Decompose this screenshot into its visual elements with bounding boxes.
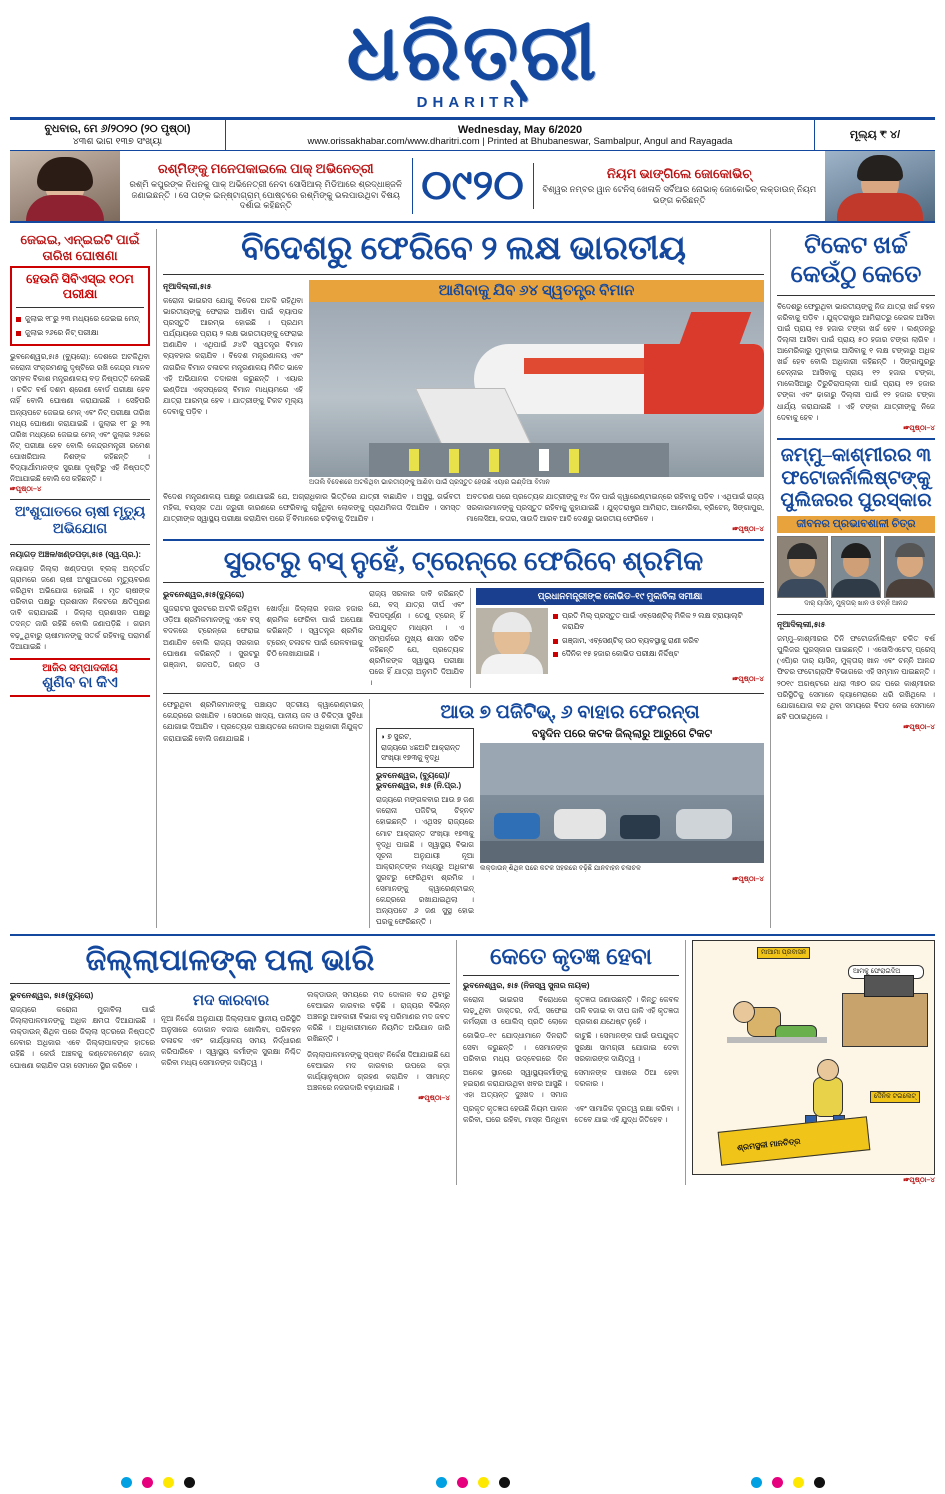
editorial-title[interactable]: ଶୁଣିବ ବା କିଏ xyxy=(42,674,118,691)
modi-bullets xyxy=(553,608,764,674)
portrait-channi-anand xyxy=(884,536,935,598)
reg-dot-magenta xyxy=(772,1477,783,1488)
portrait-dar-yasin xyxy=(777,536,828,598)
infobar-mid xyxy=(225,120,815,150)
masthead-logo-latin: DHARITRI xyxy=(416,94,529,111)
positive-photo-title: ବହୁଦିନ ପରେ କଟକ ଜିଲ୍ଲାରୁ ଆରୁଗେ ଟିକଟ xyxy=(531,727,713,740)
list-item: ଜୁଲାଇ ୧୮ରୁ ୨୩ ମଧ୍ୟରେ ଜେଇଇ ମେନ୍ xyxy=(16,313,144,324)
banner-left-text: ରଶ୍ମି କପୁରଙ୍କ ନିଧନକୁ ପାକ୍ ଅଭିନେତ୍ରୀ ନେବା ସୋସିଆଲ୍ ମିଡିଆରେ ଶ୍ରଦ୍ଧାଞ୍ଜଳି ଜଣାଇଛନ୍ତି । ସେ ତାଙ୍କ ଇନ୍‌ଷ୍ଟାଗ୍ରାମ୍ ପୋଷ୍ଟରେ ରଶ୍ମିଙ୍କୁ ଭଲପାଉଥିବା ବିଷୟ ଦର୍ଶାଇ କହିଛନ୍ତି xyxy=(129,179,403,211)
positive-photo-caption: ଲକ୍‌ଡାଉନ୍ ଶିଥିଳ ପରେ କଟକ ସହରରେ ବଢ଼ିଛି ଯାନବାହନ ଚଳାଚଳ xyxy=(480,864,641,872)
positive-photo xyxy=(480,743,764,863)
bottom-left-subhead: ମଦ କାରବାର xyxy=(192,993,270,1009)
stat-line-1: ◗ ୭ ସୁରଟ, xyxy=(381,731,412,741)
right-top-headline: ଟିକେଟ ଖର୍ଚ୍ଚ କେଉଁଠୁ କେତେ xyxy=(790,233,922,288)
cartoon-yellow-label: ଶ୍ରମସ୍ଥଳୀ ମାନଚିତ୍ର xyxy=(736,1136,801,1152)
masthead-infobar xyxy=(10,120,935,151)
portrait-djokovic xyxy=(825,151,935,221)
bottom-left-body-1: ରାଜ୍ୟରେ କରୋନା ମୁକାବିଲା ପାଇଁ ଜିଲ୍ଲାପାଳମାନଙ୍କୁ ଅଧିକ କ୍ଷମତା ଦିଆଯାଇଛି । ଲକ୍‌ଡାଉନ୍ ଶିଥିଳ ପରେ ଜିଲ୍ଲା ସ୍ତରରେ ନିଷ୍ପତ୍ତି ନେବାର ଅଧିକାର ଏବେ ଜିଲ୍ଲାପାଳଙ୍କ ହାତରେ ରହିଛି । କେଉଁ ଅଞ୍ଚଳକୁ କଣ୍ଟେନମେଣ୍ଟ ଜୋନ୍ ଘୋଷଣା କରାଯିବ ତାହା ସେମାନେ ସ୍ଥିର କରିବେ । xyxy=(10,1005,155,1070)
portrait-mukhtar-khan xyxy=(831,536,882,598)
bottom-left-jump[interactable]: ☞ପୃଷ୍ଠା–୪ xyxy=(418,1092,450,1102)
issue-date-odia: ବୁଧବାର, ମେ ୬/୨୦୨୦ (୨୦ ପୃଷ୍ଠା) xyxy=(44,123,191,135)
cartoon-section xyxy=(692,940,935,1185)
modi-box-head: ପ୍ରଧାନମନ୍ତ୍ରୀଙ୍କ କୋଭିଡ–୧୯ ମୁକାବିଲା ସମୀକ୍ଷା xyxy=(476,588,764,605)
right-mid-byline: ନୂଆଦିଲ୍ଲୀ,୫ା୫ xyxy=(777,620,826,630)
top-banner xyxy=(10,151,935,223)
positive-body: ରାଜ୍ୟରେ ମଙ୍ଗଳବାର ଆଉ ୭ ଜଣ କରୋନା ପଜିଟିଭ୍ ଚିହ୍ନଟ ହୋଇଛନ୍ତି । ଏଥିସହ ରାଜ୍ୟରେ ମୋଟ ଆକ୍ରାନ୍ତ ସଂଖ୍ୟା ୧୭୩କୁ ବୃଦ୍ଧି ପାଇଛି । ସ୍ୱାସ୍ଥ୍ୟ ବିଭାଗ ସୂଚନା ଅନୁଯାୟୀ ନୂଆ ଆକ୍ରାନ୍ତଙ୍କ ମଧ୍ୟରୁ ଅଧିକାଂଶ ସୁରଟରୁ ଫେରିଥିବା ଶ୍ରମିକ । ସେମାନଙ୍କୁ କ୍ୱାରେଣ୍ଟାଇନ୍ କେନ୍ଦ୍ରରେ ରଖାଯାଇଥିଲା । ଅନ୍ୟପଟେ ୬ ଜଣ ସୁସ୍ଥ ହୋଇ ଘରକୁ ଫେରିଛନ୍ତି । xyxy=(376,795,474,927)
banner-big-number: ୦୯୨୦ xyxy=(421,163,524,209)
positive-jump[interactable]: ☞ପୃଷ୍ଠା–୪ xyxy=(732,873,764,883)
left-column xyxy=(10,229,150,928)
bottom-mid-headline: କେତେ କୃତଜ୍ଞ ହେବା xyxy=(490,943,652,969)
right-photo-title: ଜୀବନର ପ୍ରଭାବଶାଳୀ ଚିତ୍ର xyxy=(777,516,935,533)
right-photo-caption: ଦାର୍ ୟାସିନ୍, ମୁକ୍ତାର୍ ଖାନ ଓ ଚନ୍ନି ଆନନ୍ଦ xyxy=(804,600,908,608)
reg-dot-yellow xyxy=(793,1477,804,1488)
positive-byline: ଭୁବନେଶ୍ୱର, (ବ୍ୟୁରୋ)/ଭୁବନେଶ୍ୱର, ୫ା୫ (ନି.ପ୍ର.) xyxy=(376,771,462,791)
lead-photo-caption: ଅତାଲି ବିଦେଶରେ ଅଟକିଥିବା ଭାରତୀୟଙ୍କୁ ଆଣିବା ପାଇଁ ପ୍ରସ୍ତୁତ ହେଉଛି ଏୟାର ଇଣ୍ଡିଆ ବିମାନ xyxy=(309,478,550,486)
cartoon-speech-bubble: ଆମକୁ ଫେରାଇଦିଅ xyxy=(848,965,924,979)
mid-headline: ସୁରଟରୁ ବସ୍ ନୁହେଁ, ଟ୍ରେନ୍‌ରେ ଫେରିବେ ଶ୍ରମିକ xyxy=(223,546,704,577)
banner-right-headline: ନିୟମ ଭାଙ୍ଗିଲେ ଜୋକୋଭିଚ୍ xyxy=(606,166,752,182)
center-column xyxy=(156,229,771,928)
lead-body-3: ଅବତରଣ ପରେ ପ୍ରତ୍ୟେକ ଯାତ୍ରୀଙ୍କୁ ୧୪ ଦିନ ପାଇଁ କ୍ୱାରେଣ୍ଟାଇନ୍‌ରେ ରହିବାକୁ ପଡ଼ିବ । ଏଥିପାଇଁ ରାଜ୍ୟ ସରକାରମାନଙ୍କୁ ପ୍ରସ୍ତୁତ ରହିବାକୁ କୁହାଯାଇଛି । ଯୁକ୍ତରାଷ୍ଟ୍ର ଆମିରାତ, ଆମେରିକା, ବ୍ରିଟେନ୍, ସିଙ୍ଗାପୁର, ମାଲେସିଆ, କତାର, ସାଉଦି ଆରବ ଆଦି ଦେଶରୁ ଭାରତୀୟ ଫେରିବେ । xyxy=(466,491,764,524)
mid-body-1: ଗୁଜରାଟର ସୁରଟରେ ଅଟକି ରହିଥିବା ଓଡ଼ିଆ ଶ୍ରମିକମାନଙ୍କୁ ଏବେ ବସ୍ ବଦଳରେ ଟ୍ରେନ୍‌ରେ ଫେରାଇ ଅଣାଯିବ ବୋଲି ରାଜ୍ୟ ସରକାର ଘୋଷଣା କରିଛନ୍ତି । ସୁରଟରୁ ଗଞ୍ଜାମ, ଗଜପତି, ଗଣ୍ଡ ଓ ଖୋର୍ଦ୍ଧା ଜିଲ୍ଲାର ହଜାର ହଜାର ଶ୍ରମିକ ଫେରିବା ପାଇଁ ଅପେକ୍ଷା କରିଛନ୍ତି । ସ୍ୱତନ୍ତ୍ର ଶ୍ରମିକ ଟ୍ରେନ୍ ଚଳାଚଳ ପାଇଁ ରେଳବାଇକୁ ଚିଠି ଲେଖାଯାଇଛି । xyxy=(163,604,363,669)
editorial-label: ଆଜିର ସମ୍ପାଦକୀୟ xyxy=(42,662,118,674)
left-bullet-list xyxy=(16,313,144,338)
issue-date-english: Wednesday, May 6/2020 xyxy=(457,123,583,136)
right-mid-jump[interactable]: ☞ପୃଷ୍ଠା–୪ xyxy=(903,721,935,731)
bottom-mid-body-1: କରୋନା ଭାଇରସ ବିରୋଧରେ ଲଢ଼ୁଥିବା ଡାକ୍ତର, ନର୍ସ, ସଫେଇ କର୍ମଚାରୀ ଓ ପୋଲିସ୍ ପ୍ରତି ଲୋକେ କୃତଜ୍ଞତା ଜଣାଉଛନ୍ତି । କିନ୍ତୁ କେବଳ ତାଳି ବଜାଇ ବା ଦୀପ ଜାଳି ଏହି କୃତଜ୍ଞତା ପ୍ରକାଶ ଯଥେଷ୍ଟ ନୁହେଁ । xyxy=(463,995,679,1027)
infobar-left xyxy=(10,120,225,150)
cartoon-jump[interactable]: ☞ପୃଷ୍ଠା–୪ xyxy=(903,1174,935,1184)
lead-photo-title: ଆଣିବାକୁ ଯିବ ୬୪ ସ୍ୱତନ୍ତ୍ର ବିମାନ xyxy=(309,280,764,302)
right-top-jump[interactable]: ☞ପୃଷ୍ଠା–୪ xyxy=(903,422,935,432)
bottom-left-body-3: ଲକ୍‌ଡାଉନ୍ ସମୟରେ ମଦ ଦୋକାନ ବନ୍ଦ ଥିବାରୁ ବେଆଇନ କାରବାର ବଢ଼ିଛି । ରାଜ୍ୟର ବିଭିନ୍ନ ଅଞ୍ଚଳରୁ ଆବକାରୀ ବିଭାଗ ବହୁ ପରିମାଣର ମଦ ଜବତ କରିଛି । ଅଧିକାରୀମାନେ ନିୟମିତ ଅଭିଯାନ ଜାରି ରଖିଛନ୍ତି । xyxy=(307,990,450,1044)
print-registration-strip xyxy=(0,1470,945,1494)
left-story2-body: ନୟାଗଡ଼ ଜିଲ୍ଲା ଖଣ୍ଡପଡ଼ା ବ୍ଲକ୍ ଅନ୍ତର୍ଗତ ଗ୍ରାମରେ ଜଣେ ଚାଷୀ ଅଂଶୁଘାତରେ ମୃତ୍ୟୁବରଣ କରିଥିବା ଅଭିଯୋଗ ହୋଇଛି । ମୃତ ଚାଷୀଙ୍କ ପରିବାର ପକ୍ଷରୁ ପ୍ରଶାସନ ନିକଟରେ କ୍ଷତିପୂରଣ ଦାବି କରାଯାଇଛି । ଜିଲ୍ଲା ପ୍ରଶାସନ ପକ୍ଷରୁ ତଦନ୍ତ ଜାରି ରହିଛି ବୋଲି ଜଣାପଡ଼ିଛି । ଗରମ ବଢ଼ୁଥିବାରୁ ଚାଷୀମାନଙ୍କୁ ସତର୍କ ରହିବାକୁ ପରାମର୍ଶ ଦିଆଯାଇଛି । xyxy=(10,563,150,651)
bottom-mid-byline: ଭୁବନେଶ୍ୱର, ୫ା୫ (ନିଜସ୍ୱ ସୁନାର ନାୟକ) xyxy=(463,981,590,991)
infobar-right xyxy=(815,120,935,150)
bottom-left-body-2: ନୂଆ ନିର୍ଦ୍ଦେଶ ଅନୁଯାୟୀ ଜିଲ୍ଲାପାଳ ସ୍ଥାନୀୟ ପରିସ୍ଥିତି ଅନୁସାରେ ଦୋକାନ ବଜାର ଖୋଲିବା, ପରିବହନ ଚଳାଚଳ ଏବଂ କାର୍ଯ୍ୟାଳୟ ସମୟ ନିର୍ଦ୍ଧାରଣ କରିପାରିବେ । ସ୍ୱାସ୍ଥ୍ୟ କର୍ମୀଙ୍କ ସୁରକ୍ଷା ନିଶ୍ଚିତ କରିବା ମଧ୍ୟ ସେମାନଙ୍କ ଦାୟିତ୍ୱ । xyxy=(161,1014,301,1068)
lead-byline: ନୂଆଦିଲ୍ଲୀ,୫ା୫ xyxy=(163,281,212,291)
reg-dot-yellow xyxy=(163,1477,174,1488)
reg-dot-magenta xyxy=(457,1477,468,1488)
lead-body-1: କରୋନା ଭାଇରସ ଯୋଗୁ ବିଦେଶ ଅଟକି ରହିଥିବା ଭାରତୀୟଙ୍କୁ ଫେରାଇ ଆଣିବା ପାଇଁ ବ୍ୟାପକ ପ୍ରସ୍ତୁତି ଆରମ୍ଭ ହୋଇଛି । ପ୍ରଥମ ପର୍ଯ୍ୟାୟରେ ପ୍ରାୟ ୨ ଲକ୍ଷ ଭାରତୀୟଙ୍କୁ ଫେରାଇ ଅଣାଯିବ । ଏଥିପାଇଁ ୬୪ଟି ସ୍ୱତନ୍ତ୍ର ବିମାନ ବ୍ୟବହାର କରାଯିବ । ବିଦେଶ ମନ୍ତ୍ରଣାଳୟ ଏବଂ ନାଗରିକ ବିମାନ ଚଳାଚଳ ମନ୍ତ୍ରଣାଳୟ ମିଳିତ ଭାବେ ଏହି ଅଭିଯାନର ତଦାରଖ କରୁଛନ୍ତି । ଏୟାର ଇଣ୍ଡିଆ ଏକ୍ସପ୍ରେସ୍ ବିମାନ ମାଧ୍ୟମରେ ଏହି ଯାତ୍ରା ଆରମ୍ଭ ହେବ । ଯାତ୍ରୀଙ୍କୁ ଟିକଟ ମୂଲ୍ୟ ଦେବାକୁ ପଡ଼ିବ । xyxy=(163,295,303,417)
portrait-actress xyxy=(10,151,120,221)
reg-dot-cyan xyxy=(121,1477,132,1488)
left-story-body: ଭୁବନେଶ୍ୱର,୫ା୫ (ବ୍ୟୁରୋ): ଦେଶରେ ଅଟକିଥିବା କରୋନା ସଂକ୍ରମଣକୁ ଦୃଷ୍ଟିରେ ରଖି କେନ୍ଦ୍ର ମାନବ ସମ୍ବଳ ବିକାଶ ମନ୍ତ୍ରଣାଳୟ ବଡ଼ ନିଷ୍ପତ୍ତି ନେଇଛି । ଚଳିତ ବର୍ଷ ଦଶମ ଶ୍ରେଣୀ ବୋର୍ଡ ପରୀକ୍ଷା ହେବ ନାହିଁ ବୋଲି ଘୋଷଣା କରାଯାଇଛି । ସେହିପରି ଅନ୍ୟପଟେ ଜେଇଇ ମେନ୍ ଏବଂ ନିଟ୍ ପରୀକ୍ଷା ତାରିଖ ମଧ୍ୟ ଘୋଷଣା କରାଯାଇଛି । ଜୁଲାଇ ୧୮ ରୁ ୨୩ ତାରିଖ ମଧ୍ୟରେ ଜେଇଇ ମେନ୍ ଏବଂ ଜୁଲାଇ ୨୬ରେ ନିଟ୍ ପରୀକ୍ଷା ହେବ ବୋଲି କେନ୍ଦ୍ରମନ୍ତ୍ରୀ ରମେଶ ପୋଖରିଆଲ ନିଶଙ୍କ କହିଛନ୍ତି । ବିଦ୍ୟାର୍ଥୀମାନଙ୍କ ସୁରକ୍ଷା ଦୃଷ୍ଟିରୁ ଏହି ନିଷ୍ପତ୍ତି ନିଆଯାଇଛି ବୋଲି ସେ କହିଛନ୍ତି । xyxy=(10,351,150,484)
reg-dot-black xyxy=(814,1477,825,1488)
bottom-section xyxy=(10,934,935,1185)
bottom-left-headline: ଜିଲ୍ଲାପାଳଙ୍କ ପଲା ଭାରି xyxy=(85,943,375,977)
left-story2-byline: ନୟାଗଡ଼ ଅଞ୍ଚଳ/ଖଣ୍ଡପଡ଼ା,୫ା୫ (ସ୍ୱ.ପ୍ର.): xyxy=(10,549,142,559)
positive-headline: ଆଉ ୭ ପଜିଟିଭ୍, ୬ ବାହାର ଫେରନ୍ତା xyxy=(440,702,700,724)
right-mid-body: ଜମ୍ମୁ–କାଶ୍ମୀରର ତିନି ଫଟୋଜର୍ନାଲିଷ୍ଟ ଚଳିତ ବର୍ଷ ପୁଲିଜର ପୁରସ୍କାର ପାଇଛନ୍ତି । ଏସୋସିଏଟେଡ୍ ପ୍ରେସ୍ (ଏପି)ର ଦାର୍ ୟାସିନ୍, ମୁକ୍ତାର୍ ଖାନ ଏବଂ ଚନ୍ନି ଆନନ୍ଦ ଫିଚର ଫଟୋଗ୍ରାଫି ବିଭାଗରେ ଏହି ସମ୍ମାନ ପାଇଛନ୍ତି । ୨୦୧୯ ଅଗଷ୍ଟରେ ଧାରା ୩୭୦ ରଦ୍ଦ ପରେ କାଶ୍ମୀରର ପରିସ୍ଥିତିକୁ ସେମାନେ କ୍ୟାମେରାରେ ଧରି ରଖିଥିଲେ । ଯୋଗାଯୋଗ ବନ୍ଦ ଥିବା ସମୟରେ ବିପଦ ନେଇ ସେମାନେ ଛବି ପଠାଇଥିଲେ । xyxy=(777,634,935,721)
left-story2-headline: ଅଂଶୁଘାତରେ ଚାଷୀ ମୃତ୍ୟୁ ଅଭିଯୋଗ xyxy=(14,505,146,538)
bottom-left-byline: ଭୁବନେଶ୍ୱର, ୫ା୫(ବ୍ୟୁରୋ) xyxy=(10,991,94,1000)
mid-byline: ଭୁବନେଶ୍ୱର,୫ା୫(ବ୍ୟୁରୋ) xyxy=(163,590,245,600)
issue-price: ମୂଲ୍ୟ ₹ ୪/ xyxy=(849,128,901,141)
lead-jump[interactable]: ☞ପୃଷ୍ଠା–୪ xyxy=(732,524,764,534)
bottom-mid-body-3: ଅନେକ ସ୍ଥାନରେ ସ୍ୱାସ୍ଥ୍ୟକର୍ମୀଙ୍କୁ ହଇରାଣ କରାଯାଉଥିବା ଖବର ଆସୁଛି । ଏହା ଅତ୍ୟନ୍ତ ଦୁଃଖଦ । ସମାଜ ସେମାନଙ୍କ ପାଖରେ ଠିଆ ହେବା ଦରକାର । xyxy=(463,1067,679,1099)
list-item: ପ୍ରତି ମିଲ୍ ପ୍ରସ୍ତୁତ ପାଇଁ ଏବ୍‌ସେଣ୍ଟିକ୍ ମିଳିକ ୨ ଲକ୍ଷ ଟ୍ରାୟାଲ୍‌ଟି କରାଯିବ xyxy=(553,611,764,632)
main-content xyxy=(10,229,935,928)
issue-edition-odia: ୪୩ଶ ଭାଗ ୧୩୭ ସଂଖ୍ୟା xyxy=(72,136,163,147)
positive-stats xyxy=(376,728,474,768)
lead-headline: ବିଦେଶରୁ ଫେରିବେ ୨ ଲକ୍ଷ ଭାରତୀୟ xyxy=(241,231,686,267)
lead-body-2: ବିଦେଶ ମନ୍ତ୍ରଣାଳୟ ପକ୍ଷରୁ ଜଣାଯାଇଛି ଯେ, ଅଗ୍ରାଧିକାର ଭିତ୍ତିରେ ଯାତ୍ରୀ ବାଛାଯିବ । ଅସୁସ୍ଥ, ଗର୍ଭବତୀ ମହିଳା, ବୟସ୍କ ତଥା ଜରୁରୀ କାରଣରେ ଫେରିବାକୁ ଚାହୁଁଥିବା ଲୋକଙ୍କୁ ପ୍ରାଥମିକତା ଦିଆଯିବ । ସମସ୍ତ ଯାତ୍ରୀଙ୍କ ସ୍ୱାସ୍ଥ୍ୟ ପରୀକ୍ଷା କରାଯିବା ପରେ ହିଁ ବିମାନରେ ଚଢ଼ିବାକୁ ଦିଆଯିବ । xyxy=(163,491,461,524)
list-item: ଦୈନିକ ୧୫ ହଜାର କୋଭିଡ ପରୀକ୍ଷା ନିର୍ଦ୍ଦିଷ୍ଟ xyxy=(553,649,764,660)
left-kicker: ଜେଇଇ, ଏନ୍‌ଇଇଟି ପାଇଁ ତାରିଖ ଘୋଷଣା xyxy=(20,232,140,263)
banner-left-headline: ରଶ୍ମିଙ୍କୁ ମନେପକାଇଲେ ପାକ୍ ଅଭିନେତ୍ରୀ xyxy=(157,161,374,177)
publisher-line[interactable]: www.orissakhabar.com/www.dharitri.com | Printed at Bhubaneswar, Sambalpur, Angul and Rayagada xyxy=(307,135,733,147)
modi-photo xyxy=(476,608,548,674)
mid-jump[interactable]: ☞ପୃଷ୍ଠା–୪ xyxy=(732,674,764,684)
mid-body-3: ଫେରୁଥିବା ଶ୍ରମିକମାନଙ୍କୁ ପଞ୍ଚାୟତ ସ୍ତରୀୟ କ୍ୱାରେଣ୍ଟାଇନ୍ କେନ୍ଦ୍ରରେ ରଖାଯିବ । ସେଠାରେ ଖାଦ୍ୟ, ପାନୀୟ ଜଳ ଓ ଚିକିତ୍ସା ସୁବିଧା ଯୋଗାଇ ଦିଆଯିବ । ପ୍ରତ୍ୟେକ ପଞ୍ଚାୟତରେ ନୋଡାଲ ଅଧିକାରୀ ନିଯୁକ୍ତ କରାଯାଇଛି ବୋଲି ଜଣାଯାଇଛି । xyxy=(163,700,363,743)
bottom-mid-body-4: ପ୍ରକୃତ କୃତଜ୍ଞତା ହେଉଛି ନିୟମ ପାଳନ କରିବା, ଘରେ ରହିବା, ମାସ୍କ ପିନ୍ଧିବା ଏବଂ ସାମାଜିକ ଦୂରତ୍ୱ ରକ୍ଷା କରିବା । ତେବେ ଯାଇ ଏହି ଯୁଦ୍ଧ ଜିତିହେବ । xyxy=(463,1104,679,1125)
reg-dot-magenta xyxy=(142,1477,153,1488)
cartoon-label-bottom: ଦୈନିକ ଟଇଲେଟ୍ xyxy=(870,1091,920,1103)
masthead-logo-odia: ଧରିତ୍ରୀ xyxy=(346,9,599,96)
list-item: ଗଞ୍ଜାମ, ଏବ୍‌ସେଣ୍ଟିକ୍ ଉଠ ବ୍ୟବସ୍ଥାକୁ ରାଣୀ କରିବ xyxy=(553,636,764,647)
reg-dot-cyan xyxy=(751,1477,762,1488)
banner-story-right xyxy=(533,163,826,208)
right-top-body: ବିଦେଶରୁ ଫେରୁଥିବା ଭାରତୀୟଙ୍କୁ ନିଜ ଯାତ୍ରା ଖର୍ଚ୍ଚ ବହନ କରିବାକୁ ପଡ଼ିବ । ଯୁକ୍ତରାଷ୍ଟ୍ର ଆମିରାତରୁ କେରଳ ଆସିବା ପାଇଁ ପ୍ରାୟ ୧୫ ହଜାର ଟଙ୍କା ଖର୍ଚ୍ଚ ହେବ । ଲଣ୍ଡନରୁ ଦିଲ୍ଲୀ ଆସିବା ପାଇଁ ପ୍ରାୟ ୫୦ ହଜାର ଟଙ୍କା ଲାଗିବ । ଆମେରିକାରୁ ମୁମ୍ବାଇ ଆସିବାକୁ ୧ ଲକ୍ଷ ଟଙ୍କାରୁ ଅଧିକ ଖର୍ଚ୍ଚ ହେବ ବୋଲି ଅଧିକାରୀ କହିଛନ୍ତି । ସିଙ୍ଗାପୁରରୁ ଚେନ୍ନାଇ ଆସିବାକୁ ପ୍ରାୟ ୧୨ ହଜାର ଟଙ୍କା, ମାଲେସିଆରୁ ତିରୁଚିରାପଲ୍ଲୀ ପାଇଁ ପ୍ରାୟ ୧୨ ହଜାର ଟଙ୍କା ଏବଂ ଢାକାରୁ ଦିଲ୍ଲୀ ପାଇଁ ୧୨ ହଜାର ଟଙ୍କା ଧାର୍ଯ୍ୟ କରାଯାଇଛି । ଏହି ଟଙ୍କା ଯାତ୍ରୀଙ୍କୁ ନିଜେ ଦେବାକୁ ହେବ । xyxy=(777,301,935,422)
banner-story-left xyxy=(120,158,413,214)
left-story-jump[interactable]: ☞ପୃଷ୍ଠା–୪ xyxy=(10,484,42,494)
reg-dot-yellow xyxy=(478,1477,489,1488)
right-column xyxy=(777,229,935,928)
pulitzer-photos xyxy=(777,536,935,598)
right-mid-headline: ଜମ୍ମୁ–କାଶ୍ମୀରର ୩ ଫଟୋଜର୍ନାଲିଷ୍ଟଙ୍କୁ ପୁଲିଜରର ପୁରସ୍କାର xyxy=(780,444,932,512)
cartoon-label-top: ମାଆମା ପ୍ରବାସନ xyxy=(757,947,810,959)
masthead xyxy=(10,9,935,111)
reg-dot-cyan xyxy=(436,1477,447,1488)
bottom-mid-story xyxy=(456,940,686,1185)
bottom-mid-body-2: କୋଭିଡ–୧୯ ଯୋଦ୍ଧାମାନେ ଦିନରାତି ସେବା କରୁଛନ୍ତି । ସେମାନଙ୍କ ପରିବାର ମଧ୍ୟ ଉଦ୍‌ବେଗରେ ଦିନ କାଟୁଛି । ସେମାନଙ୍କ ପାଇଁ ଉପଯୁକ୍ତ ସୁରକ୍ଷା ସାମଗ୍ରୀ ଯୋଗାଇ ଦେବା ସରକାରଙ୍କ ଦାୟିତ୍ୱ । xyxy=(463,1031,679,1063)
stat-line-2: ରାଜ୍ୟରେ ୪ଛଅଟି ଆକ୍ରାନ୍ତ ସଂଖ୍ୟା ୧୭୩କୁ ବୃଦ୍ଧି xyxy=(381,742,461,763)
mid-body-2: ରାଜ୍ୟ ସରକାର ଦାବି କରିଛନ୍ତି ଯେ, ବସ୍ ଯାତ୍ରା ଦୀର୍ଘ ଏବଂ ବିପଦପୂର୍ଣ୍ଣ । ତେଣୁ ଟ୍ରେନ୍ ହିଁ ଉପଯୁକ୍ତ ମାଧ୍ୟମ । ଏ ସମ୍ପର୍କରେ ମୁଖ୍ୟ ଶାସନ ସଚିବ କହିଛନ୍ତି ଯେ, ପ୍ରତ୍ୟେକ ଶ୍ରମିକଙ୍କ ସ୍ୱାସ୍ଥ୍ୟ ପରୀକ୍ଷା ପରେ ହିଁ ଯାତ୍ରା ଅନୁମତି ଦିଆଯିବ । xyxy=(369,589,464,688)
left-box-headline: ହେଉନି ସିବିଏସ୍‌ଇ ୧୦ମ ପରୀକ୍ଷା xyxy=(16,272,144,302)
reg-dot-black xyxy=(184,1477,195,1488)
bottom-left-body-4: ଜିଲ୍ଲାପାଳମାନଙ୍କୁ ସ୍ପଷ୍ଟ ନିର୍ଦ୍ଦେଶ ଦିଆଯାଇଛି ଯେ ବେଆଇନ ମଦ କାରବାର ଉପରେ କଡ଼ା କାର୍ଯ୍ୟାନୁଷ୍ଠାନ ଗ୍ରହଣ କରାଯିବ । ସୀମାନ୍ତ ଅଞ୍ଚଳରେ ନଜରଦାରି ବଢ଼ାଯାଇଛି । xyxy=(307,1049,450,1092)
banner-middle xyxy=(120,151,825,221)
banner-right-text: ବିଶ୍ୱର ନମ୍ବର ୱାନ ଟେନିସ୍ ଖେଳାଳି ସର୍ବିଆର ନୋଭାକ୍ ଜୋକୋଭିଚ୍ ଲକ୍‌ଡାଉନ୍ ନିୟମ ଭଙ୍ଗ କରିଛନ୍ତି xyxy=(542,184,817,205)
bottom-left-story xyxy=(10,940,450,1185)
editorial-cartoon xyxy=(692,940,935,1175)
lead-photo xyxy=(309,302,764,477)
list-item: ଜୁଲାଇ ୨୬ରେ ନିଟ୍ ପରୀକ୍ଷା xyxy=(16,327,144,338)
reg-dot-black xyxy=(499,1477,510,1488)
